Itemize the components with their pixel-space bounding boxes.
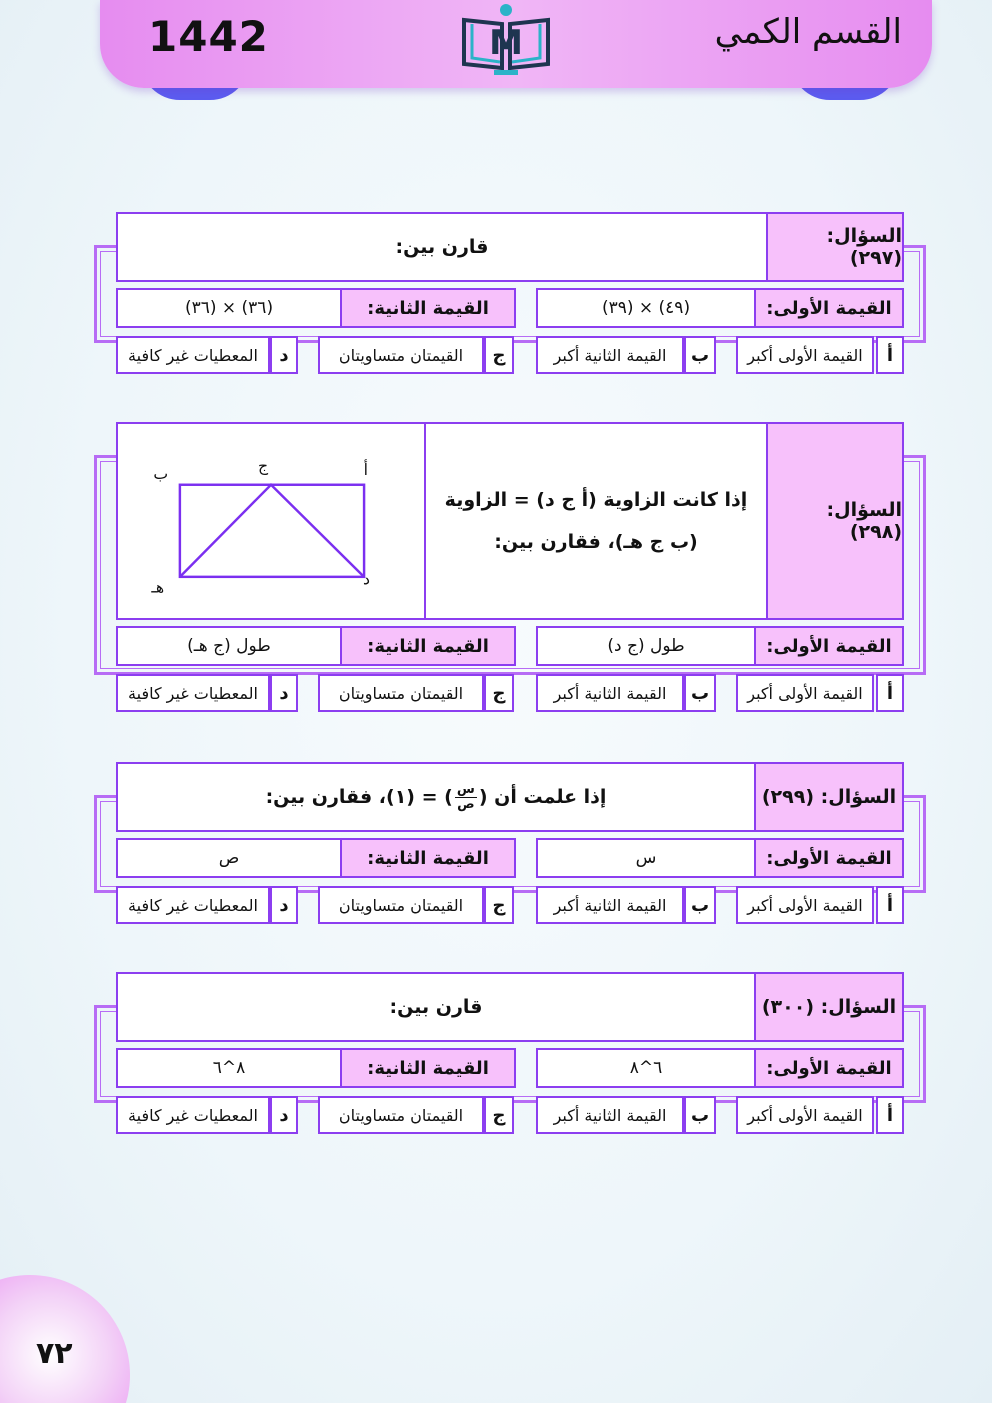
- first-value-label: القيمة الأولى:: [754, 838, 904, 878]
- page-header: [100, 0, 932, 88]
- fraction-denominator: ص: [457, 796, 475, 812]
- option-letter-b[interactable]: ب: [684, 1096, 716, 1134]
- option-letter-a[interactable]: أ: [876, 336, 904, 374]
- second-value-label: القيمة الثانية:: [340, 288, 516, 328]
- prompt-before: إذا علمت أن (: [478, 786, 607, 808]
- option-b[interactable]: القيمة الثانية أكبر: [536, 336, 684, 374]
- second-value: (٣٦) × (٣٦): [116, 288, 342, 328]
- option-letter-c[interactable]: ج: [484, 674, 514, 712]
- option-letter-c[interactable]: ج: [484, 886, 514, 924]
- triangle-lines: [180, 485, 364, 577]
- first-value-label: القيمة الأولى:: [754, 288, 904, 328]
- label-b: ب: [153, 463, 169, 483]
- first-value-label: القيمة الأولى:: [754, 1048, 904, 1088]
- year-label: 1442: [148, 12, 269, 61]
- option-letter-b[interactable]: ب: [684, 886, 716, 924]
- option-letter-d[interactable]: د: [270, 1096, 298, 1134]
- option-letter-a[interactable]: أ: [876, 674, 904, 712]
- first-value: (٤٩) × (٣٩): [536, 288, 756, 328]
- option-a[interactable]: القيمة الأولى أكبر: [736, 1096, 874, 1134]
- option-b[interactable]: القيمة الثانية أكبر: [536, 886, 684, 924]
- option-d[interactable]: المعطيات غير كافية: [116, 886, 270, 924]
- second-value-label: القيمة الثانية:: [340, 626, 516, 666]
- label-c: ج: [257, 456, 269, 476]
- first-value: ٦^٨: [536, 1048, 756, 1088]
- rectangle-figure: [116, 422, 426, 620]
- label-a: أ: [363, 459, 368, 479]
- question-prompt: إذا كانت الزاوية (أ ج د) = الزاوية (ب ج هـ)، فقارن بين:: [424, 422, 768, 620]
- option-b[interactable]: القيمة الثانية أكبر: [536, 1096, 684, 1134]
- option-a[interactable]: القيمة الأولى أكبر: [736, 674, 874, 712]
- question-prompt: قارن بين:: [116, 212, 768, 282]
- label-e: هـ: [151, 577, 165, 597]
- question-number: السؤال: (٢٩٨): [766, 422, 904, 620]
- first-value: س: [536, 838, 756, 878]
- option-a[interactable]: القيمة الأولى أكبر: [736, 886, 874, 924]
- page-number: ٧٢: [36, 1336, 73, 1371]
- option-letter-d[interactable]: د: [270, 674, 298, 712]
- option-d[interactable]: المعطيات غير كافية: [116, 1096, 270, 1134]
- second-value: طول (ج هـ): [116, 626, 342, 666]
- section-title: القسم الكمي: [714, 12, 902, 52]
- option-letter-b[interactable]: ب: [684, 674, 716, 712]
- option-letter-c[interactable]: ج: [484, 1096, 514, 1134]
- option-letter-b[interactable]: ب: [684, 336, 716, 374]
- question-prompt: قارن بين:: [116, 972, 756, 1042]
- option-b[interactable]: القيمة الثانية أكبر: [536, 674, 684, 712]
- second-value: ص: [116, 838, 342, 878]
- second-value-label: القيمة الثانية:: [340, 1048, 516, 1088]
- option-a[interactable]: القيمة الأولى أكبر: [736, 336, 874, 374]
- option-c[interactable]: القيمتان متساويتان: [318, 1096, 484, 1134]
- fraction: [455, 783, 477, 812]
- question-prompt: [116, 762, 756, 832]
- option-d[interactable]: المعطيات غير كافية: [116, 674, 270, 712]
- option-c[interactable]: القيمتان متساويتان: [318, 674, 484, 712]
- question-block-300: [94, 972, 926, 1138]
- prompt-after: ) = (١)، فقارن بين:: [265, 786, 453, 808]
- question-block-298: [94, 422, 926, 718]
- option-d[interactable]: المعطيات غير كافية: [116, 336, 270, 374]
- first-value-label: القيمة الأولى:: [754, 626, 904, 666]
- logo-letter: M: [489, 23, 523, 63]
- option-letter-a[interactable]: أ: [876, 1096, 904, 1134]
- question-block-299: [94, 762, 926, 928]
- question-number: السؤال: (٢٩٧): [766, 212, 904, 282]
- option-c[interactable]: القيمتان متساويتان: [318, 886, 484, 924]
- option-letter-a[interactable]: أ: [876, 886, 904, 924]
- label-d: د: [362, 569, 370, 589]
- question-block-297: [94, 212, 926, 378]
- fraction-numerator: س: [456, 781, 475, 797]
- option-letter-d[interactable]: د: [270, 336, 298, 374]
- second-value: ٨^٦: [116, 1048, 342, 1088]
- second-value-label: القيمة الثانية:: [340, 838, 516, 878]
- question-number: السؤال: (٣٠٠): [754, 972, 904, 1042]
- book-logo-icon: [458, 2, 554, 78]
- rectangle-shape: [180, 485, 364, 577]
- geometry-diagram: [118, 424, 424, 618]
- first-value: طول (ج د): [536, 626, 756, 666]
- option-letter-c[interactable]: ج: [484, 336, 514, 374]
- question-number: السؤال: (٢٩٩): [754, 762, 904, 832]
- option-c[interactable]: القيمتان متساويتان: [318, 336, 484, 374]
- option-letter-d[interactable]: د: [270, 886, 298, 924]
